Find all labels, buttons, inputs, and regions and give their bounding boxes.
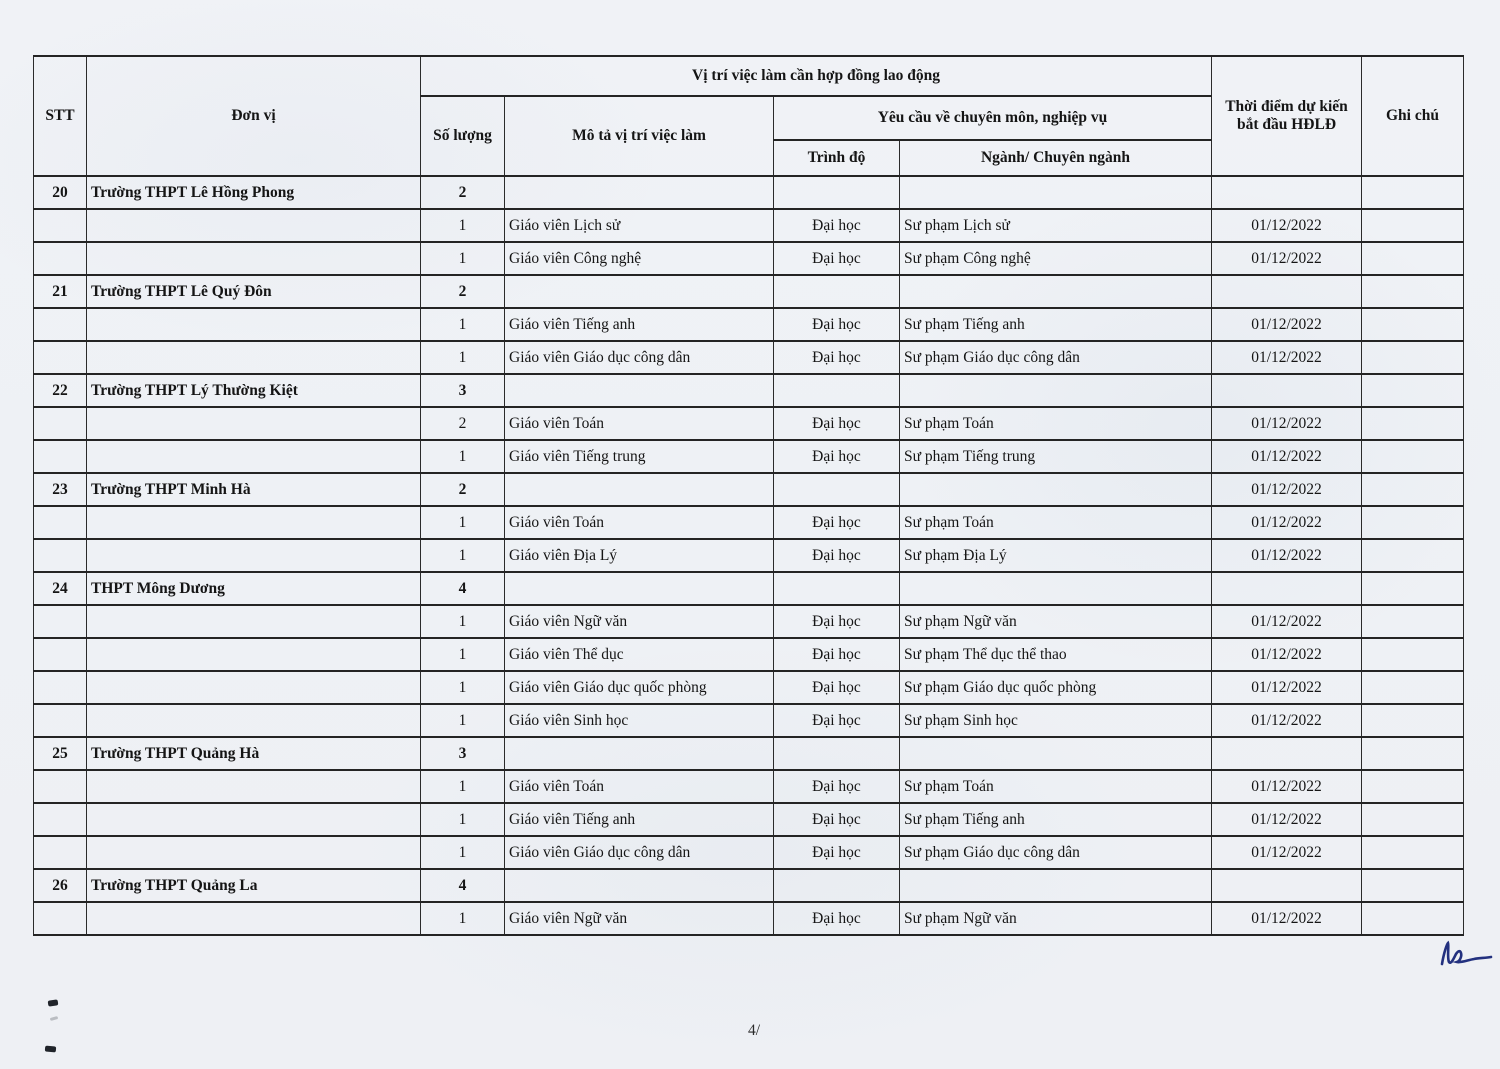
cell-thoi-diem: 01/12/2022 xyxy=(1212,242,1362,275)
cell-ghi-chu xyxy=(1362,539,1464,572)
cell-trinh-do: Đại học xyxy=(774,341,900,374)
table-row xyxy=(34,308,1464,341)
table-row xyxy=(34,407,1464,440)
cell-don-vi xyxy=(87,803,421,836)
cell-ghi-chu xyxy=(1362,275,1464,308)
cell-don-vi: Trường THPT Lý Thường Kiệt xyxy=(87,374,421,407)
cell-so-luong: 1 xyxy=(421,902,505,935)
cell-ghi-chu xyxy=(1362,176,1464,209)
cell-mo-ta: Giáo viên Toán xyxy=(505,770,774,803)
cell-thoi-diem: 01/12/2022 xyxy=(1212,605,1362,638)
cell-mo-ta: Giáo viên Tiếng trung xyxy=(505,440,774,473)
header-trinh-do: Trình độ xyxy=(774,140,900,176)
header-mo-ta: Mô tả vị trí việc làm xyxy=(505,96,774,176)
cell-mo-ta xyxy=(505,275,774,308)
cell-nganh: Sư phạm Ngữ văn xyxy=(900,902,1212,935)
cell-stt xyxy=(34,704,87,737)
table-row xyxy=(34,638,1464,671)
cell-so-luong: 1 xyxy=(421,242,505,275)
cell-don-vi: Trường THPT Quảng Hà xyxy=(87,737,421,770)
cell-so-luong: 1 xyxy=(421,770,505,803)
cell-so-luong: 2 xyxy=(421,275,505,308)
cell-stt xyxy=(34,605,87,638)
cell-ghi-chu xyxy=(1362,407,1464,440)
cell-trinh-do: Đại học xyxy=(774,770,900,803)
table-row xyxy=(34,539,1464,572)
cell-mo-ta xyxy=(505,737,774,770)
cell-so-luong: 1 xyxy=(421,308,505,341)
cell-so-luong: 1 xyxy=(421,506,505,539)
cell-trinh-do: Đại học xyxy=(774,440,900,473)
cell-mo-ta: Giáo viên Ngữ văn xyxy=(505,605,774,638)
cell-don-vi xyxy=(87,341,421,374)
cell-ghi-chu xyxy=(1362,737,1464,770)
cell-ghi-chu xyxy=(1362,572,1464,605)
cell-so-luong: 3 xyxy=(421,374,505,407)
cell-trinh-do: Đại học xyxy=(774,506,900,539)
table-row xyxy=(34,836,1464,869)
table-row xyxy=(34,770,1464,803)
cell-thoi-diem xyxy=(1212,737,1362,770)
table-row xyxy=(34,374,1464,407)
cell-don-vi: Trường THPT Lê Quý Đôn xyxy=(87,275,421,308)
cell-nganh: Sư phạm Sinh học xyxy=(900,704,1212,737)
cell-nganh xyxy=(900,869,1212,902)
cell-don-vi xyxy=(87,242,421,275)
cell-ghi-chu xyxy=(1362,506,1464,539)
cell-mo-ta: Giáo viên Lịch sử xyxy=(505,209,774,242)
cell-thoi-diem: 01/12/2022 xyxy=(1212,638,1362,671)
cell-don-vi xyxy=(87,308,421,341)
table-row xyxy=(34,902,1464,935)
cell-thoi-diem: 01/12/2022 xyxy=(1212,473,1362,506)
cell-trinh-do: Đại học xyxy=(774,836,900,869)
cell-don-vi: Trường THPT Quảng La xyxy=(87,869,421,902)
cell-don-vi xyxy=(87,407,421,440)
cell-stt xyxy=(34,341,87,374)
cell-nganh: Sư phạm Giáo dục công dân xyxy=(900,836,1212,869)
cell-thoi-diem: 01/12/2022 xyxy=(1212,341,1362,374)
cell-don-vi xyxy=(87,902,421,935)
job-positions-table xyxy=(33,55,1464,936)
cell-ghi-chu xyxy=(1362,803,1464,836)
table-row xyxy=(34,242,1464,275)
cell-ghi-chu xyxy=(1362,242,1464,275)
cell-mo-ta xyxy=(505,374,774,407)
cell-stt xyxy=(34,242,87,275)
cell-mo-ta: Giáo viên Giáo dục công dân xyxy=(505,836,774,869)
table-row xyxy=(34,737,1464,770)
cell-mo-ta: Giáo viên Giáo dục quốc phòng xyxy=(505,671,774,704)
cell-so-luong: 4 xyxy=(421,572,505,605)
header-thoi-diem: Thời điểm dự kiến bắt đầu HĐLĐ xyxy=(1212,56,1362,176)
table-row xyxy=(34,869,1464,902)
cell-trinh-do: Đại học xyxy=(774,539,900,572)
cell-don-vi: Trường THPT Minh Hà xyxy=(87,473,421,506)
cell-stt xyxy=(34,671,87,704)
cell-mo-ta xyxy=(505,869,774,902)
cell-thoi-diem xyxy=(1212,176,1362,209)
cell-ghi-chu xyxy=(1362,704,1464,737)
cell-ghi-chu xyxy=(1362,605,1464,638)
cell-trinh-do xyxy=(774,572,900,605)
cell-thoi-diem: 01/12/2022 xyxy=(1212,506,1362,539)
cell-stt: 25 xyxy=(34,737,87,770)
header-ghi-chu: Ghi chú xyxy=(1362,56,1464,176)
cell-nganh: Sư phạm Công nghệ xyxy=(900,242,1212,275)
cell-thoi-diem: 01/12/2022 xyxy=(1212,803,1362,836)
cell-nganh: Sư phạm Giáo dục quốc phòng xyxy=(900,671,1212,704)
handwritten-signature-mark xyxy=(1438,938,1496,974)
cell-stt xyxy=(34,407,87,440)
cell-nganh: Sư phạm Ngữ văn xyxy=(900,605,1212,638)
cell-thoi-diem: 01/12/2022 xyxy=(1212,902,1362,935)
cell-so-luong: 2 xyxy=(421,407,505,440)
cell-mo-ta: Giáo viên Tiếng anh xyxy=(505,803,774,836)
cell-stt xyxy=(34,209,87,242)
cell-mo-ta: Giáo viên Tiếng anh xyxy=(505,308,774,341)
cell-nganh: Sư phạm Toán xyxy=(900,770,1212,803)
cell-trinh-do: Đại học xyxy=(774,902,900,935)
header-so-luong: Số lượng xyxy=(421,96,505,176)
cell-don-vi: Trường THPT Lê Hồng Phong xyxy=(87,176,421,209)
table-row xyxy=(34,209,1464,242)
cell-so-luong: 1 xyxy=(421,440,505,473)
scan-speck xyxy=(45,1046,56,1053)
cell-mo-ta xyxy=(505,176,774,209)
cell-so-luong: 1 xyxy=(421,638,505,671)
table-row xyxy=(34,440,1464,473)
cell-so-luong: 1 xyxy=(421,605,505,638)
cell-nganh xyxy=(900,275,1212,308)
cell-so-luong: 3 xyxy=(421,737,505,770)
cell-stt: 26 xyxy=(34,869,87,902)
cell-mo-ta: Giáo viên Địa Lý xyxy=(505,539,774,572)
cell-thoi-diem: 01/12/2022 xyxy=(1212,671,1362,704)
cell-trinh-do: Đại học xyxy=(774,803,900,836)
cell-nganh xyxy=(900,374,1212,407)
table-row xyxy=(34,275,1464,308)
cell-so-luong: 1 xyxy=(421,209,505,242)
cell-thoi-diem xyxy=(1212,869,1362,902)
cell-mo-ta: Giáo viên Toán xyxy=(505,407,774,440)
header-group: Vị trí việc làm cần hợp đồng lao động xyxy=(421,56,1212,96)
cell-trinh-do: Đại học xyxy=(774,308,900,341)
cell-stt xyxy=(34,902,87,935)
cell-nganh: Sư phạm Tiếng anh xyxy=(900,308,1212,341)
cell-mo-ta xyxy=(505,473,774,506)
cell-stt: 22 xyxy=(34,374,87,407)
cell-mo-ta: Giáo viên Giáo dục công dân xyxy=(505,341,774,374)
cell-nganh: Sư phạm Giáo dục công dân xyxy=(900,341,1212,374)
cell-stt: 20 xyxy=(34,176,87,209)
cell-don-vi xyxy=(87,638,421,671)
cell-trinh-do xyxy=(774,473,900,506)
cell-ghi-chu xyxy=(1362,473,1464,506)
cell-stt xyxy=(34,770,87,803)
cell-thoi-diem: 01/12/2022 xyxy=(1212,308,1362,341)
cell-so-luong: 1 xyxy=(421,341,505,374)
cell-nganh: Sư phạm Lịch sử xyxy=(900,209,1212,242)
cell-ghi-chu xyxy=(1362,869,1464,902)
table-row xyxy=(34,671,1464,704)
cell-stt: 23 xyxy=(34,473,87,506)
page-number: 4/ xyxy=(748,1022,761,1039)
table-row xyxy=(34,506,1464,539)
cell-stt: 21 xyxy=(34,275,87,308)
cell-trinh-do: Đại học xyxy=(774,209,900,242)
scan-speck xyxy=(50,1016,59,1021)
cell-mo-ta: Giáo viên Công nghệ xyxy=(505,242,774,275)
cell-thoi-diem: 01/12/2022 xyxy=(1212,770,1362,803)
cell-so-luong: 1 xyxy=(421,836,505,869)
cell-nganh: Sư phạm Toán xyxy=(900,506,1212,539)
cell-trinh-do: Đại học xyxy=(774,671,900,704)
cell-trinh-do xyxy=(774,737,900,770)
cell-ghi-chu xyxy=(1362,836,1464,869)
table-row xyxy=(34,176,1464,209)
cell-trinh-do: Đại học xyxy=(774,407,900,440)
cell-so-luong: 1 xyxy=(421,704,505,737)
cell-stt xyxy=(34,308,87,341)
cell-trinh-do: Đại học xyxy=(774,605,900,638)
cell-don-vi xyxy=(87,440,421,473)
cell-ghi-chu xyxy=(1362,671,1464,704)
cell-trinh-do: Đại học xyxy=(774,242,900,275)
table-row xyxy=(34,605,1464,638)
cell-stt xyxy=(34,803,87,836)
cell-trinh-do xyxy=(774,176,900,209)
cell-don-vi xyxy=(87,506,421,539)
cell-mo-ta: Giáo viên Ngữ văn xyxy=(505,902,774,935)
cell-nganh: Sư phạm Thể dục thể thao xyxy=(900,638,1212,671)
cell-nganh: Sư phạm Tiếng trung xyxy=(900,440,1212,473)
header-don-vi: Đơn vị xyxy=(87,56,421,176)
table-row xyxy=(34,341,1464,374)
table-body xyxy=(34,176,1464,935)
header-stt: STT xyxy=(34,56,87,176)
cell-stt xyxy=(34,440,87,473)
cell-don-vi xyxy=(87,836,421,869)
cell-thoi-diem: 01/12/2022 xyxy=(1212,440,1362,473)
cell-stt: 24 xyxy=(34,572,87,605)
cell-stt xyxy=(34,638,87,671)
cell-trinh-do xyxy=(774,869,900,902)
cell-don-vi xyxy=(87,671,421,704)
cell-don-vi: THPT Mông Dương xyxy=(87,572,421,605)
cell-thoi-diem: 01/12/2022 xyxy=(1212,539,1362,572)
cell-ghi-chu xyxy=(1362,638,1464,671)
cell-thoi-diem xyxy=(1212,374,1362,407)
cell-thoi-diem xyxy=(1212,275,1362,308)
cell-stt xyxy=(34,836,87,869)
cell-so-luong: 2 xyxy=(421,473,505,506)
cell-don-vi xyxy=(87,605,421,638)
cell-don-vi xyxy=(87,770,421,803)
header-nganh: Ngành/ Chuyên ngành xyxy=(900,140,1212,176)
cell-don-vi xyxy=(87,209,421,242)
cell-trinh-do xyxy=(774,275,900,308)
cell-thoi-diem: 01/12/2022 xyxy=(1212,704,1362,737)
table-row xyxy=(34,803,1464,836)
cell-trinh-do: Đại học xyxy=(774,704,900,737)
cell-so-luong: 2 xyxy=(421,176,505,209)
cell-thoi-diem: 01/12/2022 xyxy=(1212,209,1362,242)
cell-ghi-chu xyxy=(1362,440,1464,473)
table-row xyxy=(34,473,1464,506)
cell-trinh-do xyxy=(774,374,900,407)
cell-trinh-do: Đại học xyxy=(774,638,900,671)
header-yeu-cau: Yêu cầu về chuyên môn, nghiệp vụ xyxy=(774,96,1212,140)
cell-so-luong: 1 xyxy=(421,803,505,836)
cell-thoi-diem xyxy=(1212,572,1362,605)
cell-nganh xyxy=(900,176,1212,209)
cell-ghi-chu xyxy=(1362,770,1464,803)
cell-don-vi xyxy=(87,704,421,737)
cell-ghi-chu xyxy=(1362,341,1464,374)
cell-nganh: Sư phạm Toán xyxy=(900,407,1212,440)
table-row xyxy=(34,704,1464,737)
cell-ghi-chu xyxy=(1362,374,1464,407)
cell-nganh xyxy=(900,737,1212,770)
table-row xyxy=(34,572,1464,605)
cell-mo-ta: Giáo viên Sinh học xyxy=(505,704,774,737)
cell-so-luong: 4 xyxy=(421,869,505,902)
cell-mo-ta: Giáo viên Thể dục xyxy=(505,638,774,671)
table-header xyxy=(34,56,1464,176)
scan-speck xyxy=(48,999,59,1006)
cell-mo-ta xyxy=(505,572,774,605)
cell-stt xyxy=(34,539,87,572)
cell-stt xyxy=(34,506,87,539)
cell-ghi-chu xyxy=(1362,308,1464,341)
cell-so-luong: 1 xyxy=(421,671,505,704)
cell-ghi-chu xyxy=(1362,209,1464,242)
cell-ghi-chu xyxy=(1362,902,1464,935)
cell-so-luong: 1 xyxy=(421,539,505,572)
cell-nganh xyxy=(900,572,1212,605)
cell-nganh: Sư phạm Tiếng anh xyxy=(900,803,1212,836)
cell-thoi-diem: 01/12/2022 xyxy=(1212,407,1362,440)
cell-nganh: Sư phạm Địa Lý xyxy=(900,539,1212,572)
cell-thoi-diem: 01/12/2022 xyxy=(1212,836,1362,869)
cell-mo-ta: Giáo viên Toán xyxy=(505,506,774,539)
cell-don-vi xyxy=(87,539,421,572)
cell-nganh xyxy=(900,473,1212,506)
